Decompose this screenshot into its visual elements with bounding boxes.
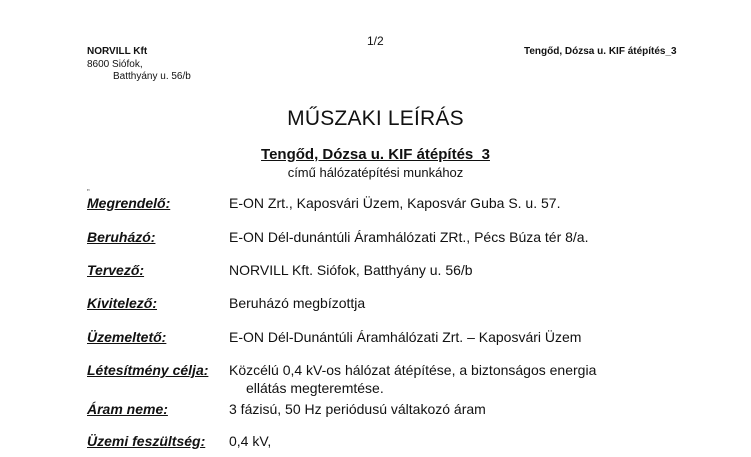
field-value-kivitelezo: Beruházó megbízottja	[229, 295, 366, 311]
field-value-uzemi-feszultseg: 0,4 kV,	[229, 433, 272, 449]
project-title: Tengőd, Dózsa u. KIF átépítés_3	[261, 146, 490, 163]
field-value-aram-neme: 3 fázisú, 50 Hz periódusú váltakozó áram	[229, 401, 486, 417]
field-label-uzemi-feszultseg: Üzemi feszültség:	[87, 433, 206, 449]
page-number: 1/2	[367, 34, 384, 48]
field-value-beruhazo: E-ON Dél-dunántúli Áramhálózati ZRt., Pécs Búza tér 8/a.	[229, 229, 589, 245]
field-label-uzemelteto: Üzemeltető:	[87, 329, 167, 345]
field-value-uzemelteto: E-ON Dél-Dunántúli Áramhálózati Zrt. – Kaposvári Üzem	[229, 329, 582, 345]
project-subtitle: című hálózatépítési munkához	[287, 165, 464, 180]
field-label-aram-neme: Áram neme:	[87, 401, 168, 417]
field-label-letesitmeny-celja: Létesítmény célja:	[87, 362, 209, 378]
field-label-beruhazo: Beruházó:	[87, 229, 156, 245]
field-value-letesitmeny-celja: Közcélú 0,4 kV-os hálózat átépítése, a biztonságos energia	[229, 362, 597, 378]
company-address-line2: Batthyány u. 56/b	[113, 71, 191, 82]
field-value-megrendelo: E-ON Zrt., Kaposvári Üzem, Kaposvár Guba S. u. 57.	[229, 195, 561, 211]
field-label-megrendelo: Megrendelő:	[87, 195, 171, 211]
field-label-tervezo: Tervező:	[87, 262, 145, 278]
page-title: MŰSZAKI LEÍRÁS	[287, 107, 464, 130]
field-label-kivitelezo: Kivitelező:	[87, 295, 158, 311]
company-name: NORVILL Kft	[87, 46, 148, 57]
company-address-line1: 8600 Siófok,	[87, 59, 143, 70]
field-value-tervezo: NORVILL Kft. Siófok, Batthyány u. 56/b	[229, 262, 473, 278]
field-value-letesitmeny-celja-line2: ellátás megteremtése.	[246, 380, 384, 396]
stray-quote-mark: „	[87, 183, 90, 192]
document-reference: Tengőd, Dózsa u. KIF átépítés_3	[524, 46, 677, 57]
